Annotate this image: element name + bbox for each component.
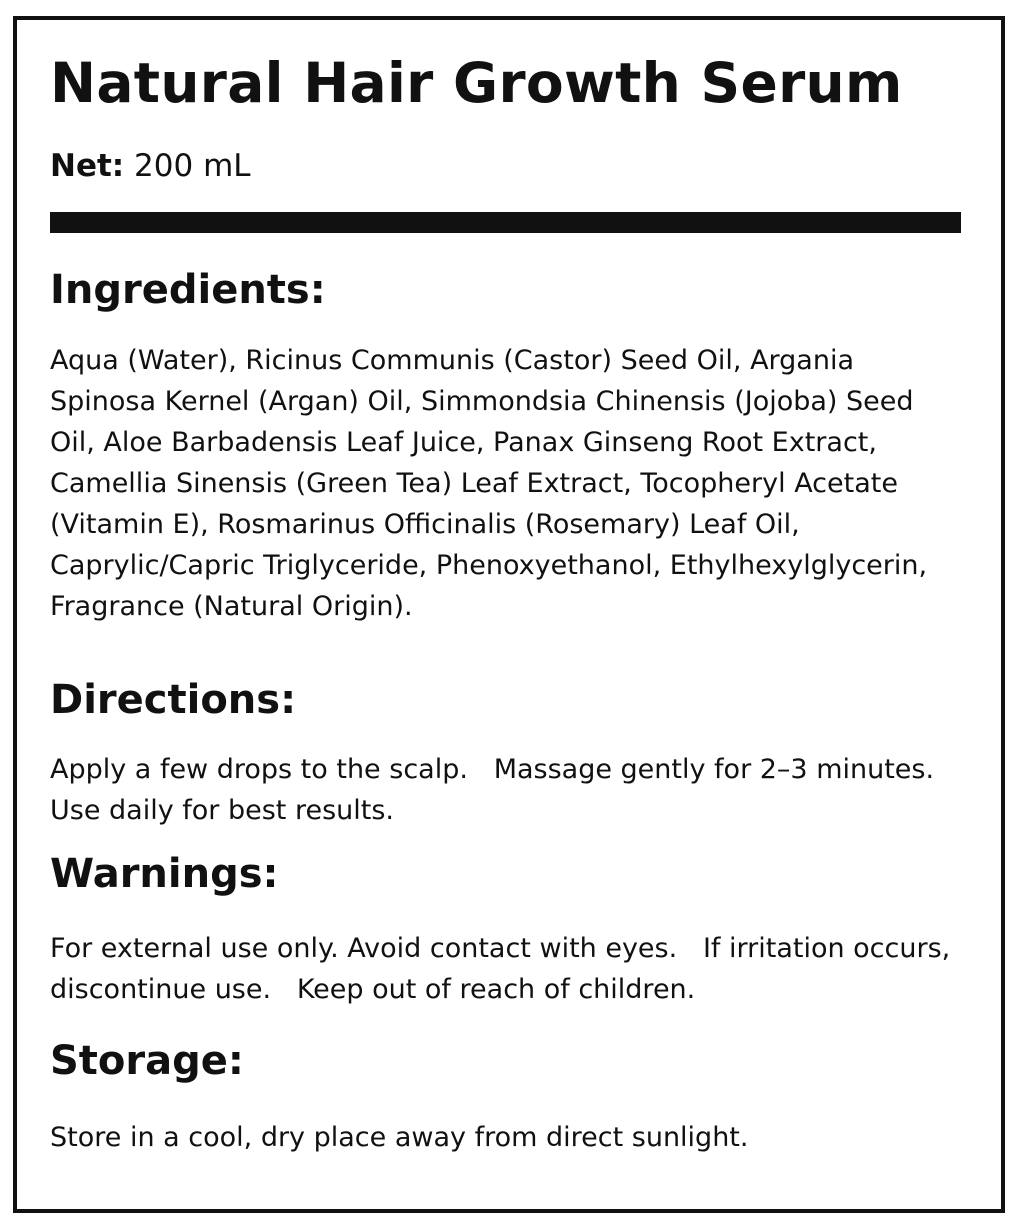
warnings-sentence: For external use only. Avoid contact with eyes. — [50, 933, 678, 964]
net-quantity — [50, 146, 251, 186]
product-title: Natural Hair Growth Serum — [50, 51, 903, 115]
warnings-heading: Warnings: — [50, 851, 279, 897]
net-value: 200 mL — [134, 148, 251, 184]
directions-sentence: Apply a few drops to the scalp. — [50, 754, 468, 785]
warnings-text — [50, 928, 965, 1010]
directions-heading: Directions: — [50, 677, 297, 723]
storage-heading: Storage: — [50, 1038, 244, 1084]
directions-sentence: Use daily for best results. — [50, 795, 394, 826]
ingredients-text: Aqua (Water), Ricinus Communis (Castor) Seed Oil, Argania Spinosa Kernel (Argan) Oil, Simmondsia Chinensis (Jojoba) Seed Oil, Aloe Barbadensis Leaf Juice, Panax Ginseng Root Extract, Camellia Sinensis (Green Tea) Leaf Extract, Tocopheryl Acetate (Vitamin E), Rosmarinus Officinalis (Rosemary) Leaf Oil, Caprylic/Capric Triglyceride, Phenoxyethanol, Ethylhexylglycerin, Fragrance (Natural Origin). — [50, 345, 928, 622]
divider-bar — [50, 212, 961, 233]
warnings-sentence: Keep out of reach of children. — [296, 974, 696, 1005]
product-label — [13, 16, 1005, 1213]
warnings-sentence: If irritation occurs, discontinue use. — [50, 933, 951, 1005]
directions-text — [50, 749, 965, 831]
directions-sentence: Massage gently for 2–3 minutes. — [493, 754, 935, 785]
ingredients-heading: Ingredients: — [50, 267, 326, 313]
net-label: Net: — [50, 148, 125, 184]
storage-text: Store in a cool, dry place away from direct sunlight. — [50, 1122, 749, 1153]
